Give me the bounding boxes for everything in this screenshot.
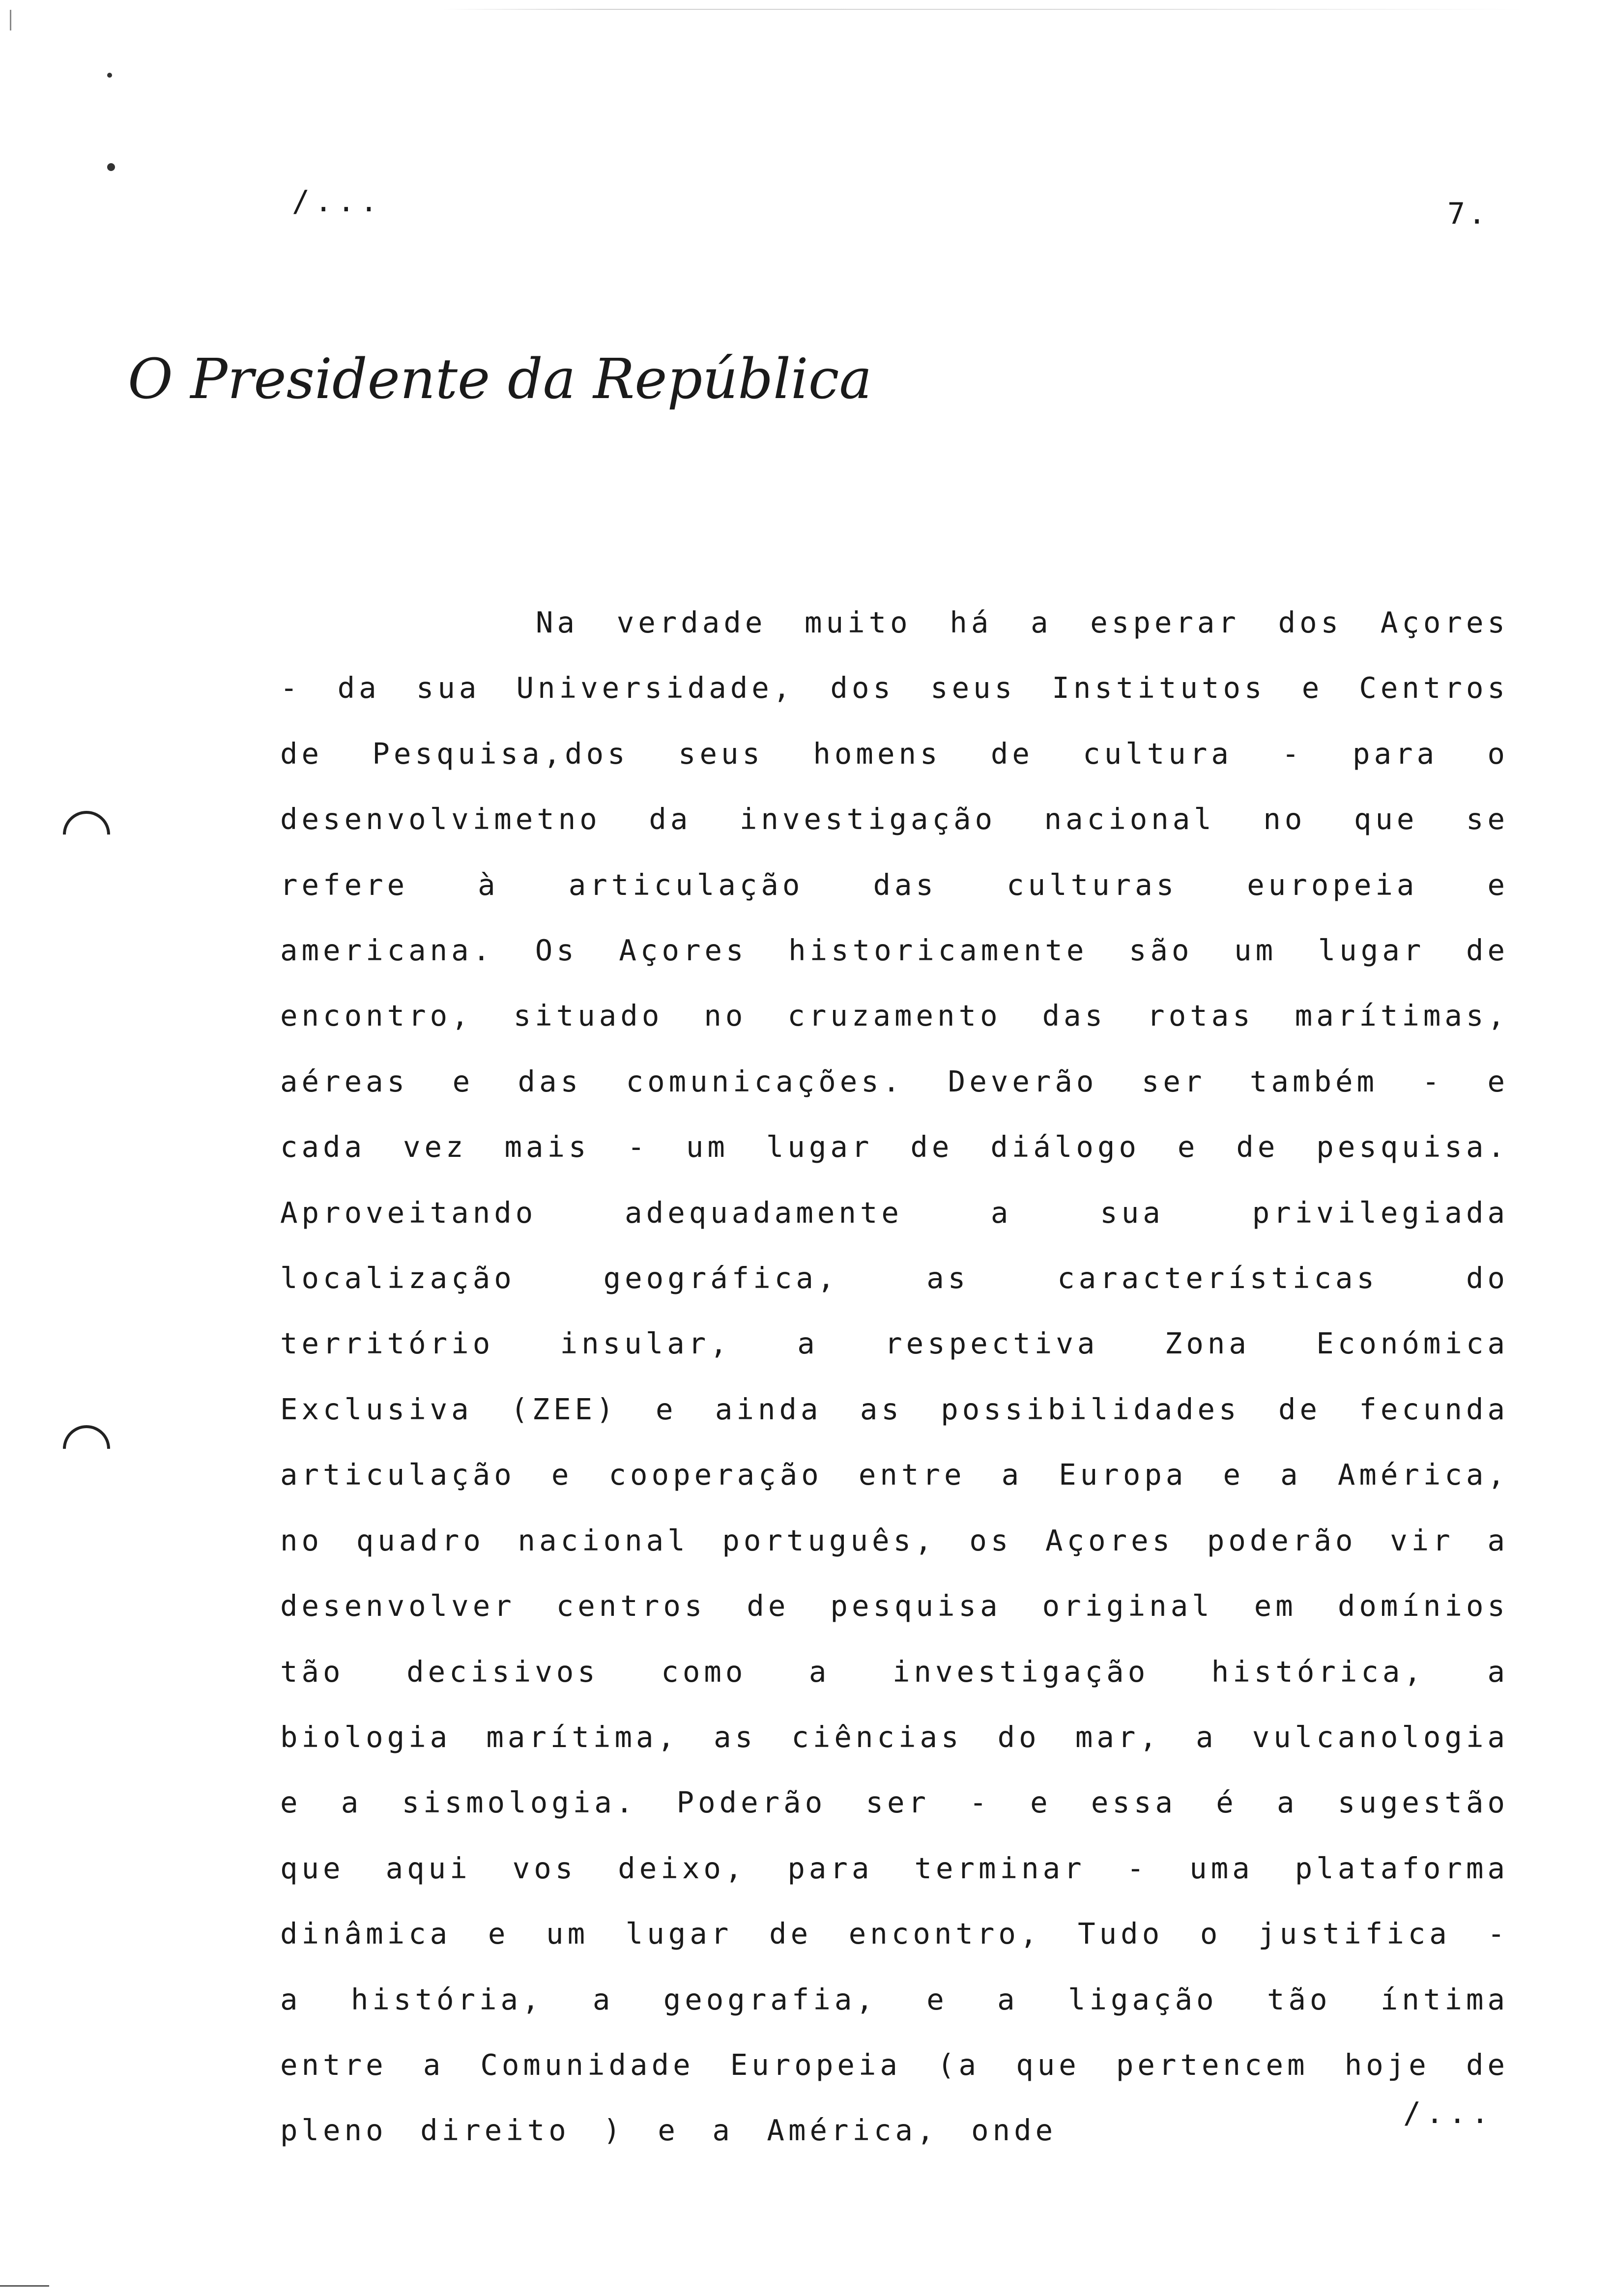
letterhead [128, 339, 872, 423]
continuation-marker-bottom: /... [1403, 2096, 1494, 2130]
body-paragraph: Na verdade muito há a esperar dos Açores - da sua Universidade, dos seus Institutos e Centros de Pesquisa,dos seus homens de cultura - para o desenvolvimetno da investigação nacional no que se refere à articulação das culturas europeia e americana. Os Açores historicamente são um lugar de encontro, situado no cruzamento das rotas marítimas, aéreas e das comunicações. Deverão ser também - e cada vez mais - um lugar de diálogo e de pesquisa. Aproveitando adequadamente a sua privilegiada localização geográfica, as características do território insular, a respectiva Zona Económica Exclusiva (ZEE) e ainda as possibilidades de fecunda articulação e cooperação entre a Europa e a América, no quadro nacional português, os Açores poderão vir a desenvolver centros de pesquisa original em domínios tão decisivos como a investigação histórica, a biologia marítima, as ciências do mar, a vulcanologia e a sismologia. Poderão ser - e essa é a sugestão que aqui vos deixo, para terminar - uma plataforma dinâmica e um lugar de encontro, Tudo o justifica - a história, a geografia, e a ligação tão íntima entre a Comunidade Europeia (a que pertencem hoje de pleno direito ) e a América, onde [280, 605, 1509, 2148]
continuation-marker-top: /... [292, 184, 383, 219]
letterhead-text: O Presidente da República [128, 347, 872, 411]
letterhead-script [128, 339, 872, 423]
letter-body [280, 590, 1509, 2163]
scan-speck [107, 73, 112, 78]
punch-hole-mark [53, 1415, 120, 1482]
scan-speck [107, 163, 115, 171]
punch-hole-mark [53, 801, 120, 868]
page-number: 7. [1447, 197, 1489, 231]
scan-artifact-line [442, 9, 1524, 10]
scan-edge-line [0, 2285, 49, 2287]
scan-edge-mark [10, 10, 11, 30]
